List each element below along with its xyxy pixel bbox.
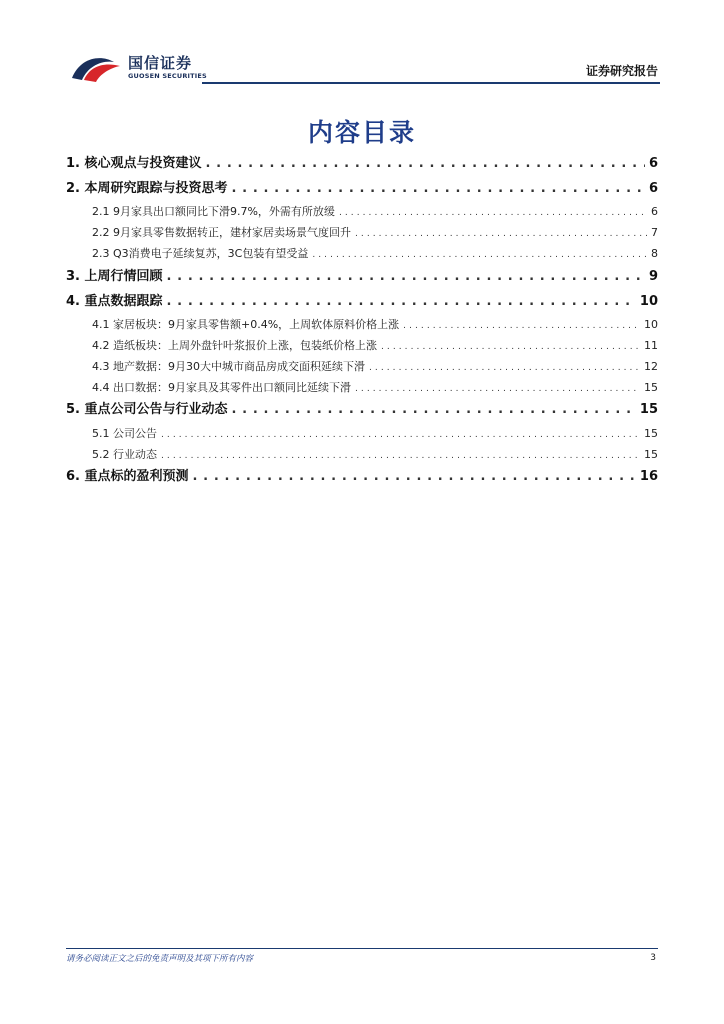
toc-leader-dots	[167, 292, 636, 312]
toc-entry-page: 9	[648, 269, 658, 284]
toc-entry-label: 6. 重点标的盈利预测	[66, 469, 189, 484]
toc-leader-dots	[161, 447, 640, 464]
toc-entry-1[interactable]	[66, 154, 658, 174]
guosen-logo-icon	[70, 54, 122, 82]
toc-entry-page: 10	[639, 294, 658, 309]
toc-entry-4[interactable]	[66, 292, 658, 312]
page-number: 3	[650, 953, 656, 963]
toc-entry-5-2[interactable]	[66, 446, 658, 464]
toc-title: 内容目录	[307, 118, 416, 147]
toc-leader-dots	[339, 204, 647, 221]
toc-entry-label: 5.2 行业动态	[92, 448, 157, 461]
toc-entry-page: 6	[648, 181, 658, 196]
toc-entry-page: 15	[644, 427, 658, 440]
toc-leader-dots	[161, 426, 640, 443]
toc-entry-2-3[interactable]	[66, 245, 658, 263]
toc-leader-dots	[206, 154, 645, 174]
toc-entry-2[interactable]	[66, 179, 658, 199]
toc-entry-label: 5. 重点公司公告与行业动态	[66, 402, 228, 417]
toc-entry-page: 12	[644, 360, 658, 373]
toc-entry-label: 4.4 出口数据：9月家具及其零件出口额同比延续下滑	[92, 381, 351, 394]
toc-entry-label: 1. 核心观点与投资建议	[66, 156, 202, 171]
footer-divider	[66, 948, 658, 949]
brand-name-cn: 国信证券	[128, 54, 193, 72]
toc-entry-2-2[interactable]	[66, 224, 658, 242]
toc-entry-2-1[interactable]	[66, 203, 658, 221]
toc-entry-3[interactable]	[66, 267, 658, 287]
toc-entry-label: 2.1 9月家具出口额同比下滑9.7%，外需有所放缓	[92, 205, 335, 218]
report-type-label: 证券研究报告	[585, 64, 658, 78]
toc-leader-dots	[369, 359, 640, 376]
toc-entry-page: 11	[644, 339, 658, 352]
toc-entry-6[interactable]	[66, 467, 658, 487]
toc-entry-label: 4.3 地产数据：9月30大中城市商品房成交面积延续下滑	[92, 360, 365, 373]
toc-entry-4-1[interactable]	[66, 316, 658, 334]
toc-leader-dots	[232, 179, 645, 199]
toc-entry-5-1[interactable]	[66, 425, 658, 443]
toc-leader-dots	[355, 225, 647, 242]
toc-entry-page: 8	[651, 247, 658, 260]
toc-entry-label: 4. 重点数据跟踪	[66, 294, 163, 309]
toc-entry-page: 16	[639, 469, 658, 484]
toc-leader-dots	[167, 267, 645, 287]
toc-leader-dots	[381, 338, 640, 355]
toc-entry-label: 3. 上周行情回顾	[66, 269, 163, 284]
toc-entry-page: 7	[651, 226, 658, 239]
toc-entry-page: 6	[648, 156, 658, 171]
toc-entry-page: 15	[639, 402, 658, 417]
header-divider	[202, 82, 660, 84]
toc-leader-dots	[403, 317, 640, 334]
page-header	[70, 48, 660, 88]
toc-entry-label: 5.1 公司公告	[92, 427, 157, 440]
toc-entry-4-4[interactable]	[66, 379, 658, 397]
toc-entry-4-2[interactable]	[66, 337, 658, 355]
toc-entry-label: 2. 本周研究跟踪与投资思考	[66, 181, 228, 196]
toc-entry-4-3[interactable]	[66, 358, 658, 376]
toc-leader-dots	[355, 380, 640, 397]
toc-entry-page: 6	[651, 205, 658, 218]
footer-disclaimer: 请务必阅读正文之后的免责声明及其项下所有内容	[66, 954, 254, 964]
toc-entry-label: 2.2 9月家具零售数据转正，建材家居卖场景气度回升	[92, 226, 351, 239]
toc-entry-page: 15	[644, 381, 658, 394]
toc-entry-page: 15	[644, 448, 658, 461]
toc-leader-dots	[312, 246, 647, 263]
toc-leader-dots	[232, 400, 636, 420]
toc-entry-label: 2.3 Q3消费电子延续复苏，3C包装有望受益	[92, 247, 309, 260]
toc-entry-5[interactable]	[66, 400, 658, 420]
toc-entry-label: 4.1 家居板块：9月家具零售额+0.4%，上周软体原料价格上涨	[92, 318, 400, 331]
toc-entry-page: 10	[644, 318, 658, 331]
brand-name-en: GUOSEN SECURITIES	[128, 72, 207, 80]
toc-leader-dots	[193, 467, 636, 487]
toc-entry-label: 4.2 造纸板块：上周外盘针叶浆报价上涨，包装纸价格上涨	[92, 339, 377, 352]
